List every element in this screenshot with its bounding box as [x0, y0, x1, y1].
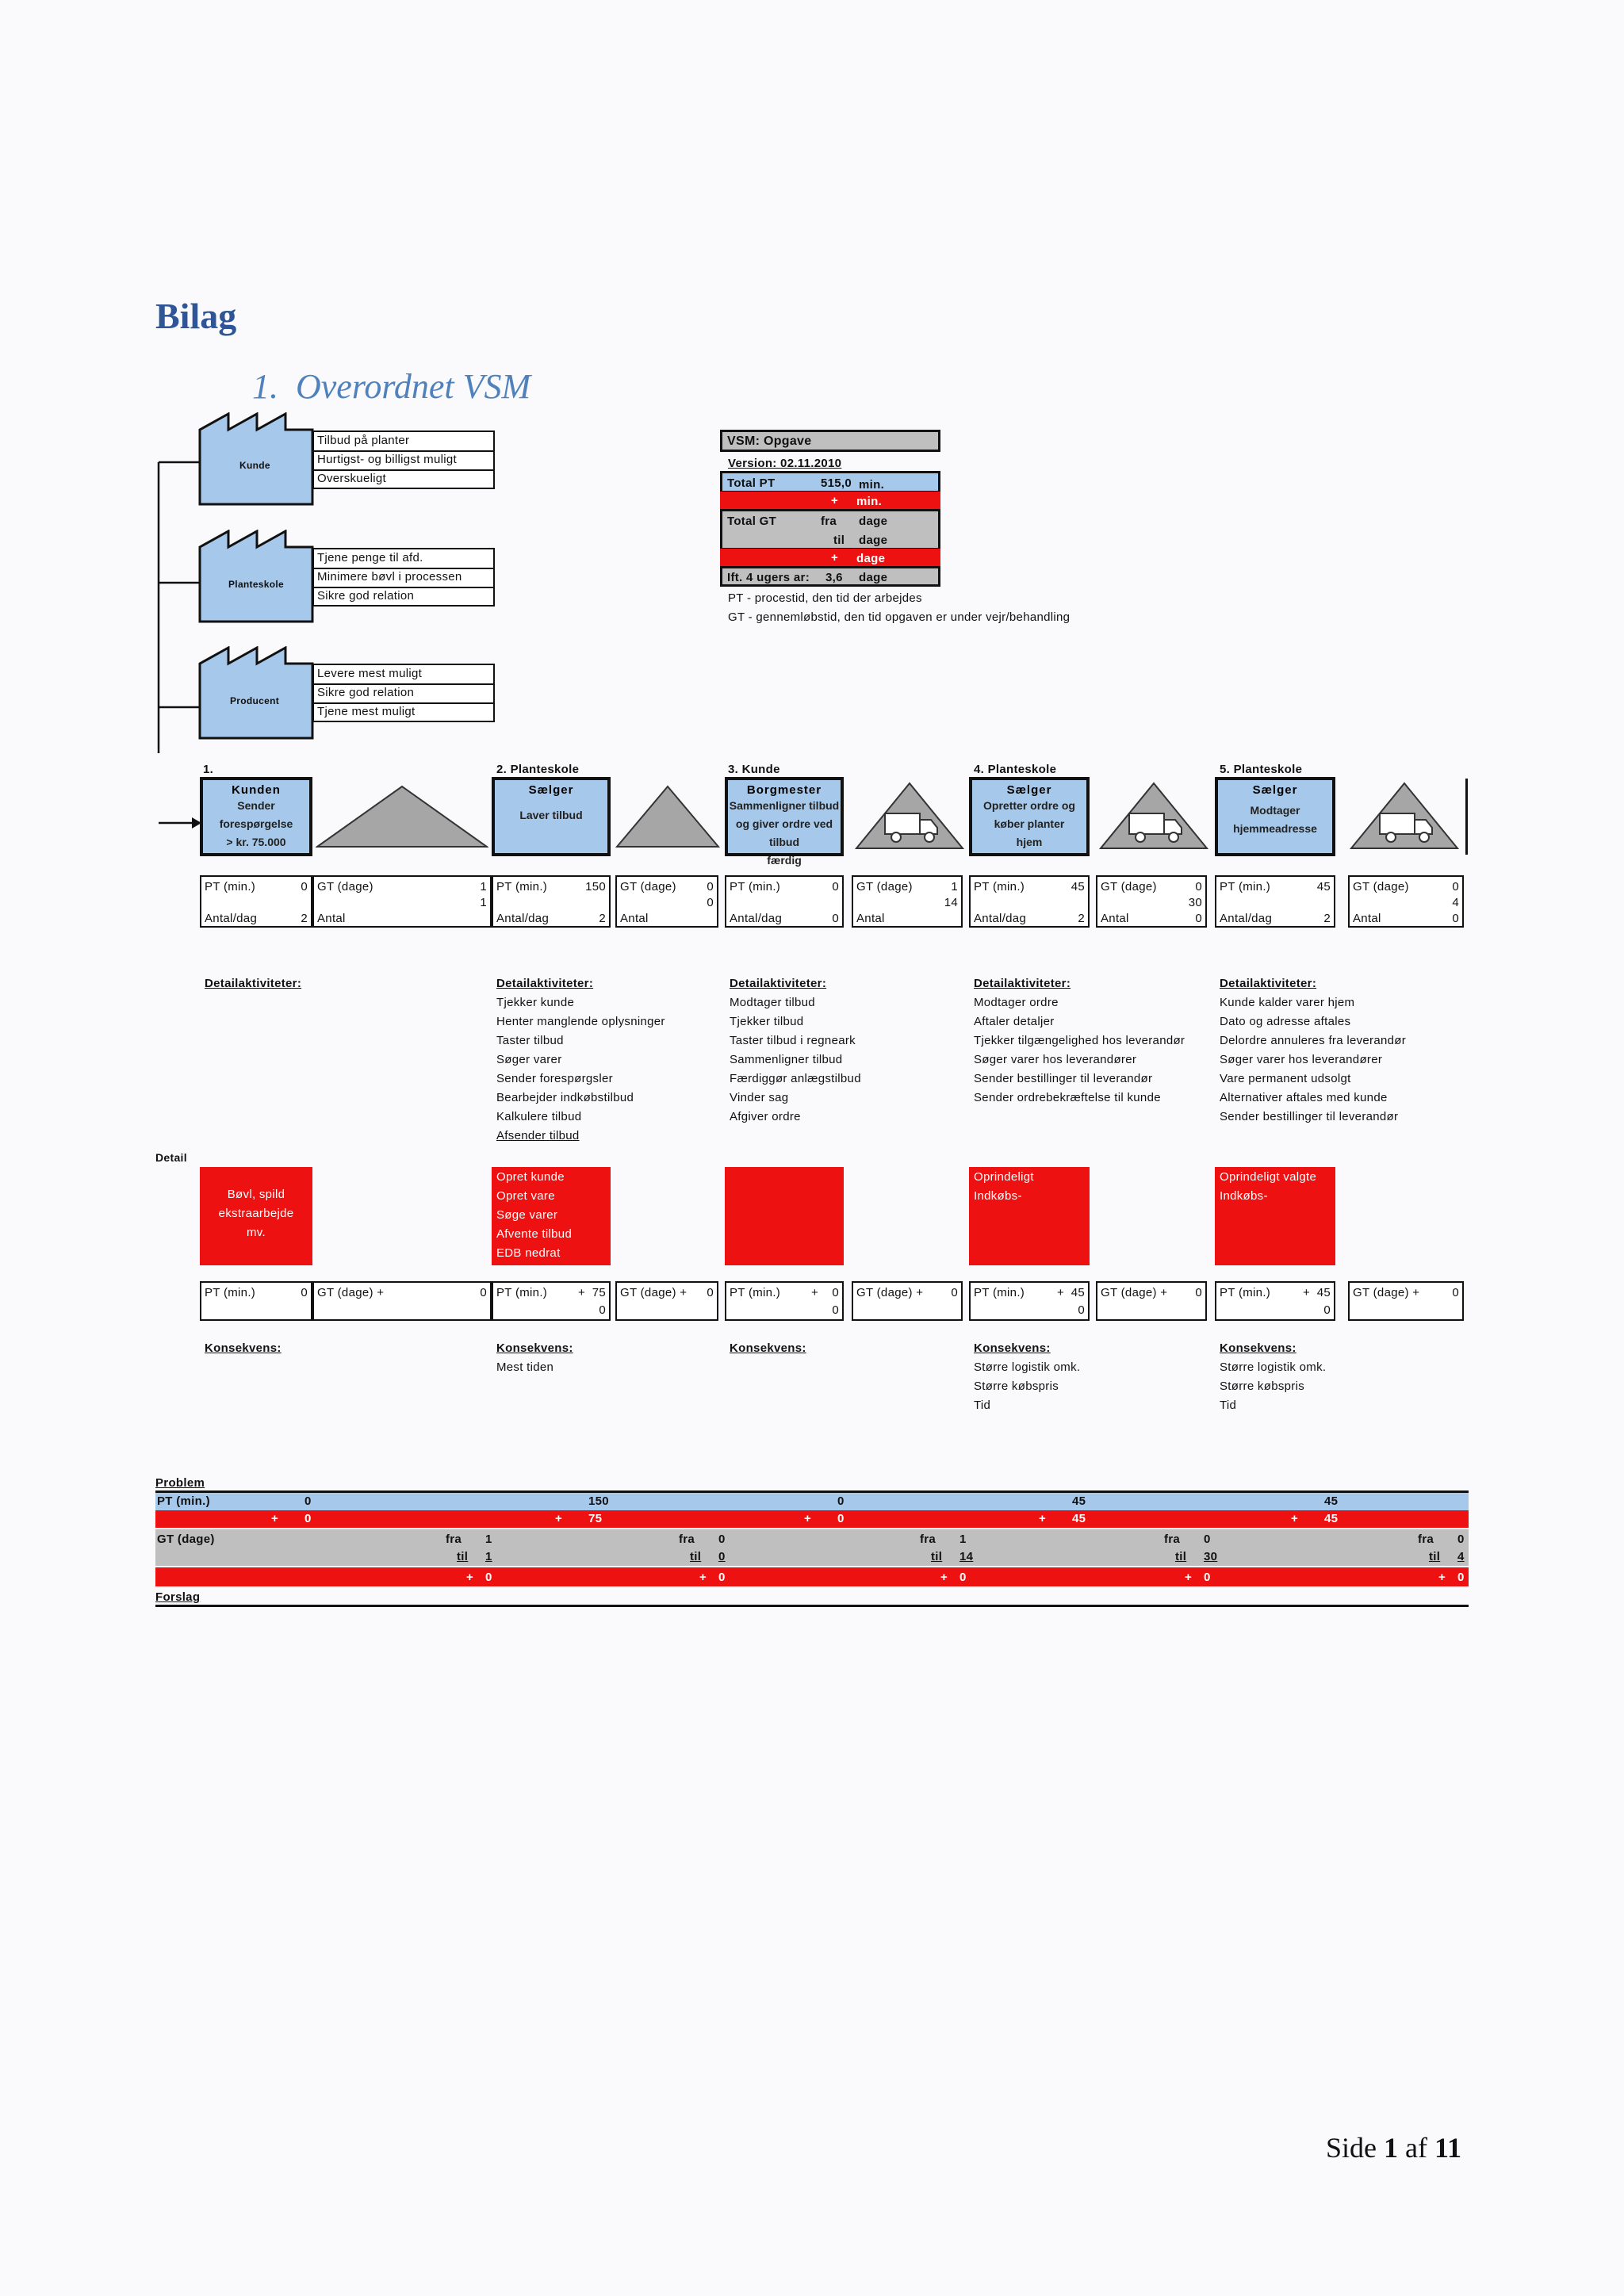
pt-data-box: [492, 875, 611, 928]
pt-value: 45: [1316, 880, 1331, 894]
summary-pt-plus-bar: [155, 1510, 1469, 1528]
problem-line: Opret kunde: [496, 1170, 565, 1184]
problem-pt-sub: 0: [1323, 1303, 1331, 1317]
detail-activity: Sender forespørgsler: [496, 1072, 613, 1085]
plus-sign: +: [1291, 1512, 1299, 1525]
problem-box: [200, 1167, 312, 1265]
total-pt-label: Total PT: [727, 476, 776, 490]
gt-plus-label: GT (dage) +: [1353, 1286, 1420, 1299]
detail-activity: Sender bestillinger til leverandør: [974, 1072, 1153, 1085]
summary-pt-plus: 0: [837, 1512, 845, 1525]
total-gt-plus-row: [720, 549, 940, 568]
konsekvens-header: Konsekvens:: [205, 1341, 282, 1355]
detail-activity: Søger varer hos leverandører: [1220, 1053, 1383, 1066]
summary-gt-til: 0: [718, 1550, 726, 1563]
process-desc: forespørgelse: [219, 817, 293, 830]
plus-sign: +: [555, 1512, 563, 1525]
plus-sign: +: [1185, 1571, 1193, 1584]
detail-activity: Kalkulere tilbud: [496, 1110, 582, 1123]
antal-label: Antal: [1353, 912, 1381, 925]
plus-sign: +: [466, 1571, 474, 1584]
til-label: til: [690, 1550, 702, 1563]
antal-dag-value: 2: [301, 912, 308, 925]
requirement-line: Levere mest muligt: [317, 667, 423, 680]
detail-activity: Henter manglende oplysninger: [496, 1015, 665, 1028]
problem-gt-box: [1096, 1281, 1207, 1321]
detail-activity: Søger varer: [496, 1053, 562, 1066]
process-title: Kunden: [232, 783, 281, 797]
problem-gt-box: [615, 1281, 718, 1321]
problem-pt-box: [200, 1281, 312, 1321]
detail-activity: Tjekker kunde: [496, 996, 575, 1009]
stakeholder-requirements-planteskole: [312, 548, 495, 607]
pt-label: PT (min.): [730, 880, 781, 894]
inventory-triangle-icon: [316, 785, 488, 848]
summary-gt-plus: 0: [1204, 1571, 1211, 1584]
problem-gt-value: 0: [1452, 1286, 1459, 1299]
fra-label: fra: [446, 1533, 462, 1546]
problem-label: Problem: [155, 1476, 205, 1490]
page-total: 11: [1434, 2132, 1461, 2164]
summary-pt-bar: [155, 1493, 1469, 1510]
stakeholder-name: Planteskole: [228, 579, 284, 590]
pt-label: PT (min.): [1220, 880, 1271, 894]
summary-gt-plus-bar: [155, 1567, 1469, 1586]
process-title: Borgmester: [746, 783, 822, 797]
process-desc: > kr. 75.000: [226, 836, 286, 848]
total-pt-value: 515,0: [821, 476, 852, 490]
summary-pt-value: 45: [1324, 1494, 1339, 1508]
plus-sign: +: [1039, 1512, 1047, 1525]
process-desc: Sender: [237, 799, 275, 812]
problem-pt-sub: 0: [832, 1303, 839, 1317]
detail-activity: Vare permanent udsolgt: [1220, 1072, 1351, 1085]
gt-data-box: [615, 875, 718, 928]
work-days-label: Ift. 4 ugers ar:: [727, 571, 810, 584]
problem-pt-box: [1215, 1281, 1335, 1321]
pt-data-box: [725, 875, 844, 928]
factory-icon: [198, 530, 314, 623]
detail-header: Detailaktiviteter:: [730, 977, 827, 990]
summary-gt-fra: 1: [959, 1533, 967, 1546]
detail-activity: Sender ordrebekræftelse til kunde: [974, 1091, 1161, 1104]
vsm-version: Version: 02.11.2010: [728, 457, 842, 470]
problem-line: Indkøbs-: [1220, 1189, 1268, 1203]
requirement-line: Tjene mest muligt: [317, 705, 416, 718]
detail-header: Detailaktiviteter:: [205, 977, 302, 990]
detail-activity: Færdiggør anlægstilbud: [730, 1072, 861, 1085]
konsekvens-header: Konsekvens:: [730, 1341, 806, 1355]
stakeholder-factory-producent: [198, 646, 314, 740]
detail-activity: Bearbejder indkøbstilbud: [496, 1091, 634, 1104]
process-desc: Sammenligner tilbud: [729, 799, 840, 812]
problem-line: Oprindeligt valgte: [1220, 1170, 1317, 1184]
fra-label: fra: [1164, 1533, 1181, 1546]
detail-activity: Alternativer aftales med kunde: [1220, 1091, 1388, 1104]
problem-box: [1215, 1167, 1335, 1265]
gt-label: GT (dage): [856, 880, 913, 894]
problem-gt-box: [1348, 1281, 1464, 1321]
total-pt-plus-row: [720, 492, 940, 511]
page-prefix: Side: [1326, 2132, 1385, 2164]
inventory-truck-icon: [1099, 782, 1208, 850]
gt-value-bottom: 4: [1452, 896, 1459, 909]
problem-pt-box: [725, 1281, 844, 1321]
vsm-title: VSM: Opgave: [727, 434, 812, 448]
fra-label: fra: [920, 1533, 936, 1546]
antal-dag-label: Antal/dag: [974, 912, 1027, 925]
antal-label: Antal: [317, 912, 346, 925]
summary-gt-bar: [155, 1529, 1469, 1566]
requirement-line: Sikre god relation: [317, 589, 415, 603]
requirement-line: Tjene penge til afd.: [317, 551, 423, 564]
summary-pt-value: 0: [837, 1494, 845, 1508]
antal-dag-label: Antal/dag: [1220, 912, 1273, 925]
konsekvens-item: Større købspris: [974, 1380, 1059, 1393]
pt-definition: PT - procestid, den tid der arbejdes: [728, 591, 922, 605]
pt-data-box: [1215, 875, 1335, 928]
work-days-row: [720, 566, 940, 587]
problem-pt-value: 45: [1071, 1286, 1085, 1299]
process-step-label: 3. Kunde: [728, 763, 780, 776]
process-desc: hjem: [1016, 836, 1043, 848]
pt-plus-unit: min.: [856, 495, 883, 508]
problem-pt-value: 75: [592, 1286, 606, 1299]
summary-gt-plus: 0: [485, 1571, 492, 1584]
konsekvens-item: Større købspris: [1220, 1380, 1305, 1393]
problem-box: [969, 1167, 1090, 1265]
summary-gt-til: 30: [1204, 1550, 1218, 1563]
process-title: Sælger: [528, 783, 574, 797]
process-box-saelger-1: [492, 777, 611, 856]
pt-plus-sign: +: [810, 1286, 818, 1299]
process-step-label: 2. Planteskole: [496, 763, 580, 776]
detail-activity: Sammenligner tilbud: [730, 1053, 843, 1066]
detail-activity: Aftaler detaljer: [974, 1015, 1055, 1028]
problem-gt-value: 0: [707, 1286, 714, 1299]
summary-gt-til: 4: [1457, 1550, 1465, 1563]
page-number: [1326, 2131, 1461, 2164]
plus-sign: +: [831, 494, 839, 507]
problem-pt-box: [492, 1281, 611, 1321]
pt-label: PT (min.): [205, 880, 256, 894]
antal-value: 0: [1452, 912, 1459, 925]
total-gt-row: [720, 509, 940, 550]
stakeholder-factory-kunde: [198, 412, 314, 506]
detail-activity: Dato og adresse aftales: [1220, 1015, 1351, 1028]
detail-activity: Delordre annuleres fra leverandør: [1220, 1034, 1407, 1047]
til-label: til: [931, 1550, 943, 1563]
antal-dag-label: Antal/dag: [730, 912, 783, 925]
antal-dag-value: 2: [599, 912, 606, 925]
summary-gt-fra: 0: [1457, 1533, 1465, 1546]
gt-definition: GT - gennemløbstid, den tid opgaven er under vejr/behandling: [728, 610, 1071, 624]
requirement-line: Overskueligt: [317, 472, 386, 485]
pt-value: 0: [832, 880, 839, 894]
work-days-value: 3,6: [825, 571, 843, 584]
process-title: Sælger: [1006, 783, 1052, 797]
problem-line: mv.: [247, 1226, 266, 1239]
konsekvens-header: Konsekvens:: [974, 1341, 1051, 1355]
section-number: 1.: [252, 367, 278, 406]
inventory-truck-icon: [855, 782, 964, 850]
summary-gt-fra: 1: [485, 1533, 492, 1546]
appendix-heading: Bilag: [155, 296, 237, 336]
plus-sign: +: [940, 1571, 948, 1584]
pt-label: PT (min.): [496, 880, 548, 894]
problem-box: [492, 1167, 611, 1265]
process-desc: køber planter: [994, 817, 1065, 830]
konsekvens-item: Større logistik omk.: [1220, 1360, 1327, 1374]
gt-label: GT (dage): [1101, 880, 1157, 894]
detail-activity: Modtager tilbud: [730, 996, 815, 1009]
process-box-borgmester: [725, 777, 844, 867]
process-desc: hjemmeadresse: [1233, 822, 1317, 835]
summary-pt-value: 45: [1072, 1494, 1086, 1508]
stakeholder-name: Producent: [230, 695, 280, 706]
problem-gt-value: 0: [951, 1286, 958, 1299]
gt-value-bottom: 30: [1188, 896, 1202, 909]
antal-dag-label: Antal/dag: [205, 912, 258, 925]
process-step-label: 1.: [203, 763, 214, 776]
pt-value: 150: [585, 880, 606, 894]
plus-sign: +: [271, 1512, 279, 1525]
gt-plus-label: GT (dage) +: [856, 1286, 924, 1299]
problem-line: Oprindeligt: [974, 1170, 1034, 1184]
konsekvens-item: Tid: [1220, 1399, 1237, 1412]
total-pt-unit: min.: [859, 478, 885, 492]
konsekvens-item: Tid: [974, 1399, 991, 1412]
plus-sign: +: [804, 1512, 812, 1525]
requirement-line: Sikre god relation: [317, 686, 415, 699]
problem-line: Afvente tilbud: [496, 1227, 573, 1241]
problem-line: EDB nedrat: [496, 1246, 561, 1260]
process-step-label: 4. Planteskole: [974, 763, 1057, 776]
detail-activity: Taster tilbud: [496, 1034, 564, 1047]
vsm-title-bar: [720, 430, 940, 452]
gt-value-bottom: 1: [480, 896, 487, 909]
gt-fra-label: fra: [821, 515, 837, 528]
summary-gt-til: 1: [485, 1550, 492, 1563]
factory-icon: [198, 412, 314, 506]
problem-line: ekstraarbejde: [218, 1207, 294, 1220]
stakeholder-requirements-producent: [312, 664, 495, 722]
total-pt-row: [720, 471, 940, 493]
gt-value-top: 0: [707, 880, 714, 894]
stakeholder-requirements-kunde: [312, 430, 495, 489]
detail-activity: Søger varer hos leverandører: [974, 1053, 1137, 1066]
inventory-triangle-icon: [615, 785, 720, 848]
konsekvens-header: Konsekvens:: [1220, 1341, 1297, 1355]
summary-pt-value: 150: [588, 1494, 609, 1508]
antal-dag-label: Antal/dag: [496, 912, 550, 925]
work-days-unit: dage: [859, 571, 888, 584]
gt-plus-label: GT (dage) +: [317, 1286, 385, 1299]
problem-pt-value: 0: [301, 1286, 308, 1299]
summary-pt-label: PT (min.): [157, 1494, 210, 1508]
process-step-label: 5. Planteskole: [1220, 763, 1303, 776]
summary-gt-label: GT (dage): [157, 1533, 215, 1546]
pt-value: 0: [301, 880, 308, 894]
antal-label: Antal: [1101, 912, 1129, 925]
pt-label: PT (min.): [974, 1286, 1025, 1299]
antal-dag-value: 2: [1323, 912, 1331, 925]
problem-gt-value: 0: [1195, 1286, 1202, 1299]
problem-pt-sub: 0: [599, 1303, 606, 1317]
detail-activity: Sender bestillinger til leverandør: [1220, 1110, 1399, 1123]
antal-label: Antal: [856, 912, 885, 925]
requirement-line: Tilbud på planter: [317, 434, 410, 447]
process-desc: Modtager: [1250, 804, 1300, 817]
gt-label: GT (dage): [1353, 880, 1409, 894]
pt-label: PT (min.): [496, 1286, 548, 1299]
summary-pt-plus: 75: [588, 1512, 603, 1525]
problem-line: Bøvl, spild: [227, 1188, 285, 1201]
pt-label: PT (min.): [1220, 1286, 1271, 1299]
gt-til-label: til: [833, 534, 845, 547]
page-middle: af: [1398, 2132, 1434, 2164]
pt-label: PT (min.): [730, 1286, 781, 1299]
pt-data-box: [200, 875, 312, 928]
til-label: til: [1175, 1550, 1187, 1563]
pt-plus-sign: +: [1302, 1286, 1310, 1299]
process-box-kunden: [200, 777, 312, 856]
pt-plus-sign: +: [577, 1286, 585, 1299]
summary-pt-plus: 0: [304, 1512, 312, 1525]
pt-plus-sign: +: [1056, 1286, 1064, 1299]
problem-line: Opret vare: [496, 1189, 555, 1203]
detail-side-label: Detail: [155, 1151, 187, 1164]
antal-dag-value: 2: [1078, 912, 1085, 925]
plus-sign: +: [831, 551, 839, 564]
gt-label: GT (dage): [620, 880, 676, 894]
konsekvens-item: Mest tiden: [496, 1360, 554, 1374]
detail-activity: Modtager ordre: [974, 996, 1059, 1009]
gt-data-box: [312, 875, 492, 928]
flow-arrow: [157, 809, 205, 832]
forslag-label: Forslag: [155, 1590, 201, 1604]
gt-value-bottom: 14: [944, 896, 958, 909]
page-current: 1: [1384, 2132, 1399, 2164]
konsekvens-item: Større logistik omk.: [974, 1360, 1081, 1374]
detail-activity: Vinder sag: [730, 1091, 789, 1104]
section-title: Overordnet VSM: [296, 367, 531, 406]
process-desc: og giver ordre ved tilbud: [735, 817, 833, 848]
detail-activity: Tjekker tilbud: [730, 1015, 804, 1028]
gt-data-box: [1348, 875, 1464, 928]
gt-plus-label: GT (dage) +: [1101, 1286, 1168, 1299]
problem-gt-box: [312, 1281, 492, 1321]
pt-data-box: [969, 875, 1090, 928]
gt-value-bottom: 0: [707, 896, 714, 909]
pt-label: PT (min.): [205, 1286, 256, 1299]
vsm-summary-box: [720, 430, 1071, 628]
detail-activity: Kunde kalder varer hjem: [1220, 996, 1355, 1009]
til-label: til: [457, 1550, 469, 1563]
gt-value-top: 1: [951, 880, 958, 894]
gt-value-top: 0: [1195, 880, 1202, 894]
summary-gt-til: 14: [959, 1550, 974, 1563]
gt-unit: dage: [859, 534, 888, 547]
gt-value-top: 1: [480, 880, 487, 894]
pt-label: PT (min.): [974, 880, 1025, 894]
process-desc: Opretter ordre og: [983, 799, 1075, 812]
requirement-line: Hurtigst- og billigst muligt: [317, 453, 457, 466]
antal-label: Antal: [620, 912, 649, 925]
plus-sign: +: [699, 1571, 707, 1584]
problem-pt-box: [969, 1281, 1090, 1321]
gt-data-box: [852, 875, 963, 928]
detail-header: Detailaktiviteter:: [1220, 977, 1317, 990]
problem-pt-value: 45: [1316, 1286, 1331, 1299]
gt-data-box: [1096, 875, 1207, 928]
detail-activity: Afgiver ordre: [730, 1110, 801, 1123]
detail-header: Detailaktiviteter:: [496, 977, 594, 990]
summary-gt-plus: 0: [1457, 1571, 1465, 1584]
pt-value: 45: [1071, 880, 1085, 894]
detail-activity: Taster tilbud i regneark: [730, 1034, 856, 1047]
process-title: Sælger: [1252, 783, 1298, 797]
summary-pt-plus: 45: [1072, 1512, 1086, 1525]
detail-activity: Tjekker tilgængelighed hos leverandør: [974, 1034, 1185, 1047]
total-gt-label: Total GT: [727, 515, 777, 528]
stakeholder-name: Kunde: [239, 460, 270, 471]
stakeholder-factory-planteskole: [198, 530, 314, 623]
til-label: til: [1429, 1550, 1441, 1563]
problem-pt-sub: 0: [1078, 1303, 1085, 1317]
process-box-saelger-2: [969, 777, 1090, 856]
process-desc: færdig: [767, 854, 802, 867]
fra-label: fra: [1418, 1533, 1434, 1546]
problem-line: Søge varer: [496, 1208, 558, 1222]
requirement-line: Minimere bøvl i processen: [317, 570, 462, 584]
problem-pt-value: 0: [832, 1286, 839, 1299]
antal-dag-value: 0: [832, 912, 839, 925]
summary-pt-value: 0: [304, 1494, 312, 1508]
gt-value-top: 0: [1452, 880, 1459, 894]
konsekvens-header: Konsekvens:: [496, 1341, 573, 1355]
problem-gt-box: [852, 1281, 963, 1321]
antal-value: 0: [1195, 912, 1202, 925]
summary-gt-fra: 0: [1204, 1533, 1211, 1546]
summary-pt-plus: 45: [1324, 1512, 1339, 1525]
factory-icon: [198, 646, 314, 740]
summary-gt-plus: 0: [959, 1571, 967, 1584]
gt-plus-label: GT (dage) +: [620, 1286, 688, 1299]
process-desc: Laver tilbud: [519, 809, 583, 821]
summary-gt-fra: 0: [718, 1533, 726, 1546]
gt-unit: dage: [859, 515, 888, 528]
problem-line: Indkøbs-: [974, 1189, 1022, 1203]
summary-gt-plus: 0: [718, 1571, 726, 1584]
gt-plus-unit: dage: [856, 552, 886, 565]
detail-header: Detailaktiviteter:: [974, 977, 1071, 990]
problem-gt-value: 0: [480, 1286, 487, 1299]
detail-activity: Afsender tilbud: [496, 1129, 580, 1142]
gt-label: GT (dage): [317, 880, 373, 894]
fra-label: fra: [679, 1533, 695, 1546]
plus-sign: +: [1438, 1571, 1446, 1584]
inventory-truck-icon: [1350, 782, 1459, 850]
process-box-saelger-3: [1215, 777, 1335, 856]
problem-box: [725, 1167, 844, 1265]
